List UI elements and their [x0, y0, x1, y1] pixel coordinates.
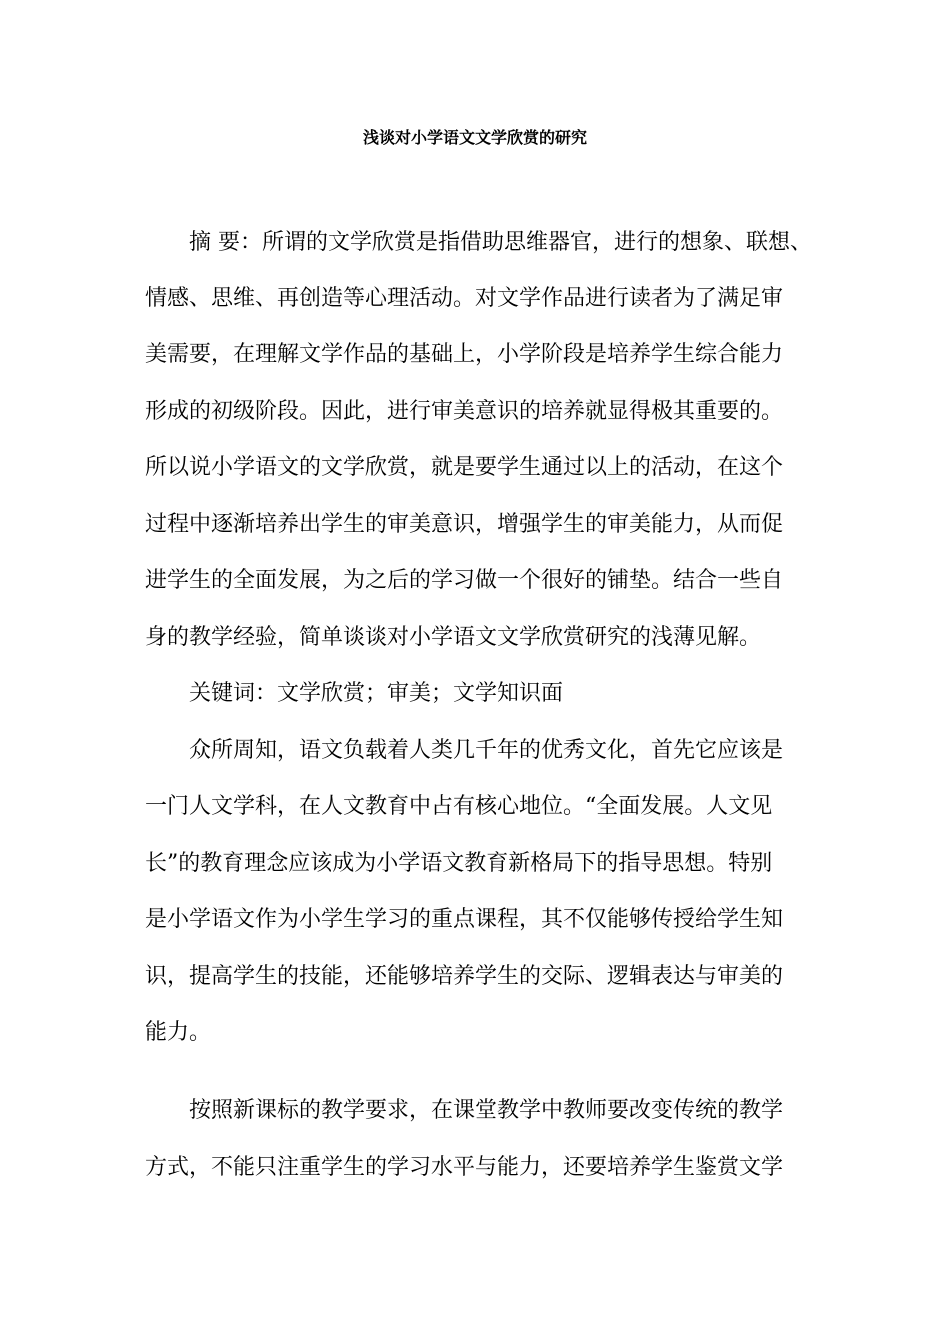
paragraph-line: 识，提高学生的技能，还能够培养学生的交际、逻辑表达与审美的: [145, 964, 784, 989]
abstract-line: 摘 要：所谓的文学欣赏是指借助思维器官，进行的想象、联想、: [189, 230, 812, 255]
document-title: 浅谈对小学语文文学欣赏的研究: [362, 128, 587, 147]
abstract-line: 美需要，在理解文学作品的基础上，小学阶段是培养学生综合能力: [145, 342, 784, 367]
paragraph-line: 是小学语文作为小学生学习的重点课程，其不仅能够传授给学生知: [145, 907, 784, 932]
keywords-line: 关键词：文学欣赏；审美；文学知识面: [189, 681, 564, 706]
paragraph-line: 按照新课标的教学要求，在课堂教学中教师要改变传统的教学: [189, 1098, 784, 1123]
abstract-line: 身的教学经验，简单谈谈对小学语文文学欣赏研究的浅薄见解。: [145, 625, 762, 650]
abstract-line: 情感、思维、再创造等心理活动。对文学作品进行读者为了满足审: [145, 286, 784, 311]
abstract-line: 进学生的全面发展，为之后的学习做一个很好的铺垫。结合一些自: [145, 568, 784, 593]
paragraph-line: 众所周知，语文负载着人类几千年的优秀文化，首先它应该是: [189, 738, 784, 763]
paragraph-line: 方式，不能只注重学生的学习水平与能力，还要培养学生鉴赏文学: [145, 1155, 784, 1180]
abstract-line: 所以说小学语文的文学欣赏，就是要学生通过以上的活动，在这个: [145, 455, 784, 480]
paragraph-line: 能力。: [145, 1020, 212, 1045]
paragraph-line: 长”的教育理念应该成为小学语文教育新格局下的指导思想。特别: [145, 851, 773, 876]
paragraph-line: 一门人文学科，在人文教育中占有核心地位。“全面发展。人文见: [145, 794, 773, 819]
abstract-line: 过程中逐渐培养出学生的审美意识，增强学生的审美能力，从而促: [145, 512, 784, 537]
abstract-line: 形成的初级阶段。因此，进行审美意识的培养就显得极其重要的。: [145, 399, 784, 424]
